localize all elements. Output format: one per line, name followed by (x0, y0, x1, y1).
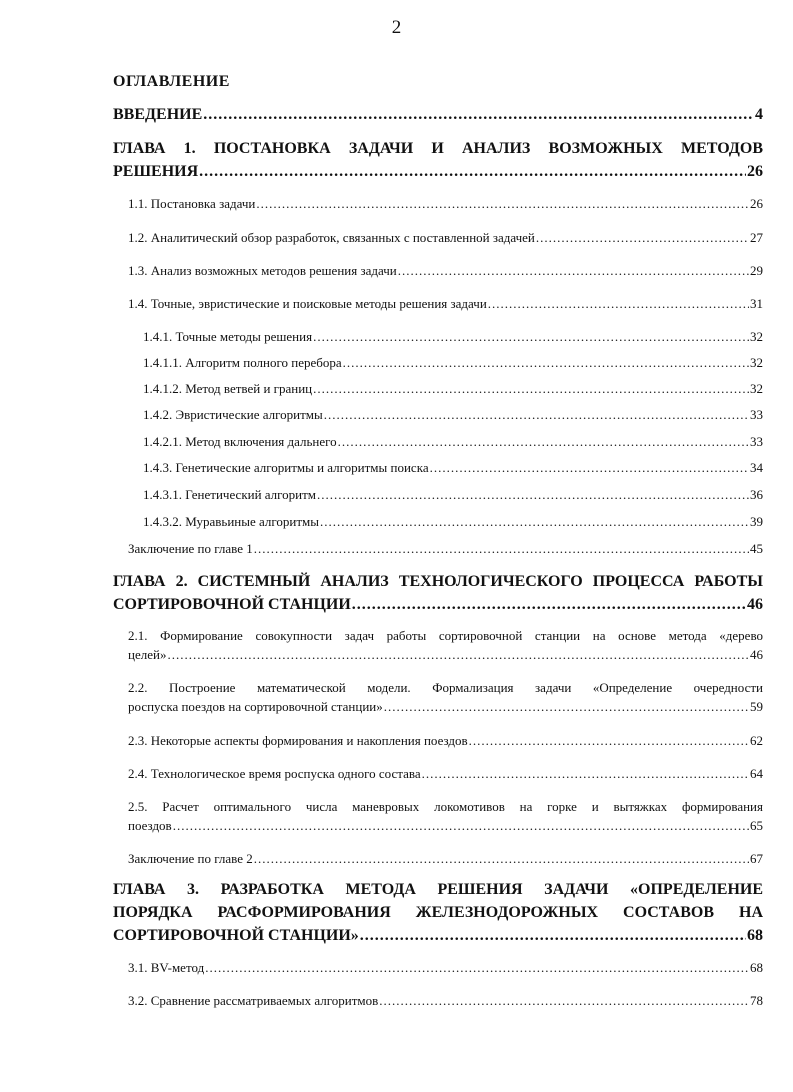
toc-section-1-4-2-1[interactable] (143, 434, 763, 450)
leader-dots (167, 647, 749, 663)
entry-page: 67 (750, 851, 763, 866)
leader-dots (313, 329, 749, 345)
entry-page: 68 (747, 927, 763, 944)
toc-section-2-2[interactable] (128, 699, 763, 715)
toc-section-2-1[interactable] (128, 647, 763, 663)
leader-dots (203, 106, 754, 124)
leader-dots (317, 487, 749, 503)
leader-dots (324, 407, 749, 423)
entry-text: 1.4. Точные, эвристические и поисковые методы решения задачи (128, 296, 487, 311)
entry-text: 1.3. Анализ возможных методов решения задачи (128, 263, 397, 278)
toc-section-1-4-3-2[interactable] (143, 514, 763, 530)
entry-text: роспуска поездов на сортировочной станции» (128, 699, 383, 714)
toc-section-1-4-2[interactable] (143, 407, 763, 423)
leader-dots (254, 851, 749, 867)
leader-dots (360, 927, 746, 945)
entry-page: 33 (750, 434, 763, 449)
entry-page: 26 (747, 163, 763, 180)
entry-text: 2.4. Технологическое время роспуска одного состава (128, 766, 421, 781)
entry-text: 1.4.2.1. Метод включения дальнего (143, 434, 337, 449)
toc-conclusion-1[interactable] (128, 541, 763, 557)
toc-chapter-3[interactable] (113, 927, 763, 945)
toc-section-1-4-1-2[interactable] (143, 381, 763, 397)
leader-dots (430, 460, 749, 476)
leader-dots (536, 230, 749, 246)
toc-chapter-2-title[interactable]: ГЛАВА 2. СИСТЕМНЫЙ АНАЛИЗ ТЕХНОЛОГИЧЕСКОГО ПРОЦЕССА РАБОТЫ (113, 573, 763, 590)
toc-section-2-3[interactable] (128, 733, 763, 749)
entry-text: 1.4.3.1. Генетический алгоритм (143, 487, 317, 502)
entry-text: 1.2. Аналитический обзор разработок, связанных с поставленной задачей (128, 230, 535, 245)
leader-dots (199, 163, 746, 181)
entry-text: ВВЕДЕНИЕ (113, 106, 203, 123)
entry-page: 46 (750, 647, 763, 662)
toc-title: ОГЛАВЛЕНИЕ (113, 73, 230, 90)
entry-page: 32 (750, 381, 763, 396)
toc-section-2-5-title[interactable]: 2.5. Расчет оптимального числа маневровых локомотивов на горке и вытяжках формирования (128, 799, 763, 814)
entry-page: 33 (750, 407, 763, 422)
toc-section-1-4-1[interactable] (143, 329, 763, 345)
toc-section-3-2[interactable] (128, 993, 763, 1009)
entry-text: поездов (128, 818, 172, 833)
entry-page: 27 (750, 230, 763, 245)
entry-page: 59 (750, 699, 763, 714)
entry-page: 45 (750, 541, 763, 556)
toc-section-1-1[interactable] (128, 196, 763, 212)
entry-page: 32 (750, 355, 763, 370)
entry-page: 62 (750, 733, 763, 748)
entry-page: 65 (750, 818, 763, 833)
entry-text: 3.1. BV-метод (128, 960, 205, 975)
entry-text: целей» (128, 647, 167, 662)
toc-section-2-2-title[interactable]: 2.2. Построение математической модели. Формализация задачи «Определение очередности (128, 680, 763, 695)
entry-page: 39 (750, 514, 763, 529)
leader-dots (320, 514, 749, 530)
toc-conclusion-2[interactable] (128, 851, 763, 867)
entry-page: 78 (750, 993, 763, 1008)
leader-dots (384, 699, 749, 715)
toc-chapter-3-title-line2[interactable]: ПОРЯДКА РАСФОРМИРОВАНИЯ ЖЕЛЕЗНОДОРОЖНЫХ СОСТАВОВ НА (113, 904, 763, 921)
entry-page: 4 (755, 106, 763, 123)
toc-section-1-4-3[interactable] (143, 460, 763, 476)
leader-dots (254, 541, 749, 557)
entry-page: 36 (750, 487, 763, 502)
leader-dots (343, 355, 749, 371)
leader-dots (338, 434, 749, 450)
toc-section-2-4[interactable] (128, 766, 763, 782)
toc-chapter-1[interactable] (113, 163, 763, 181)
toc-section-3-1[interactable] (128, 960, 763, 976)
leader-dots (256, 196, 749, 212)
toc-chapter-3-title-line1[interactable]: ГЛАВА 3. РАЗРАБОТКА МЕТОДА РЕШЕНИЯ ЗАДАЧИ «ОПРЕДЕЛЕНИЕ (113, 881, 763, 898)
toc-section-2-1-title[interactable]: 2.1. Формирование совокупности задач работы сортировочной станции на основе метода «дерево (128, 628, 763, 643)
entry-page: 46 (747, 596, 763, 613)
entry-text: 1.1. Постановка задачи (128, 196, 256, 211)
entry-page: 29 (750, 263, 763, 278)
leader-dots (379, 993, 749, 1009)
toc-section-1-2[interactable] (128, 230, 763, 246)
toc-entry-intro[interactable] (113, 106, 763, 124)
entry-text: СОРТИРОВОЧНОЙ СТАНЦИИ» (113, 927, 359, 944)
entry-text: 1.4.3.2. Муравьиные алгоритмы (143, 514, 319, 529)
entry-text: Заключение по главе 1 (128, 541, 253, 556)
leader-dots (205, 960, 749, 976)
leader-dots (398, 263, 749, 279)
leader-dots (422, 766, 749, 782)
entry-text: Заключение по главе 2 (128, 851, 253, 866)
entry-text: СОРТИРОВОЧНОЙ СТАНЦИИ (113, 596, 351, 613)
entry-text: 1.4.1. Точные методы решения (143, 329, 313, 344)
entry-page: 34 (750, 460, 763, 475)
entry-text: 1.4.1.2. Метод ветвей и границ (143, 381, 313, 396)
toc-chapter-2[interactable] (113, 596, 763, 614)
toc-section-1-4-1-1[interactable] (143, 355, 763, 371)
leader-dots (313, 381, 749, 397)
entry-page: 68 (750, 960, 763, 975)
page-number: 2 (391, 17, 402, 38)
entry-text: 1.4.1.1. Алгоритм полного перебора (143, 355, 342, 370)
toc-chapter-1-title[interactable]: ГЛАВА 1. ПОСТАНОВКА ЗАДАЧИ И АНАЛИЗ ВОЗМОЖНЫХ МЕТОДОВ (113, 140, 763, 157)
entry-page: 31 (750, 296, 763, 311)
leader-dots (488, 296, 749, 312)
toc-section-2-5[interactable] (128, 818, 763, 834)
entry-text: 1.4.2. Эвристические алгоритмы (143, 407, 323, 422)
toc-section-1-4[interactable] (128, 296, 763, 312)
entry-page: 26 (750, 196, 763, 211)
entry-text: 2.3. Некоторые аспекты формирования и накопления поездов (128, 733, 468, 748)
leader-dots (352, 596, 746, 614)
entry-text: РЕШЕНИЯ (113, 163, 199, 180)
entry-page: 32 (750, 329, 763, 344)
entry-text: 3.2. Сравнение рассматриваемых алгоритмов (128, 993, 379, 1008)
entry-text: 1.4.3. Генетические алгоритмы и алгоритмы поиска (143, 460, 429, 475)
leader-dots (173, 818, 749, 834)
toc-section-1-4-3-1[interactable] (143, 487, 763, 503)
leader-dots (469, 733, 749, 749)
toc-section-1-3[interactable] (128, 263, 763, 279)
entry-page: 64 (750, 766, 763, 781)
